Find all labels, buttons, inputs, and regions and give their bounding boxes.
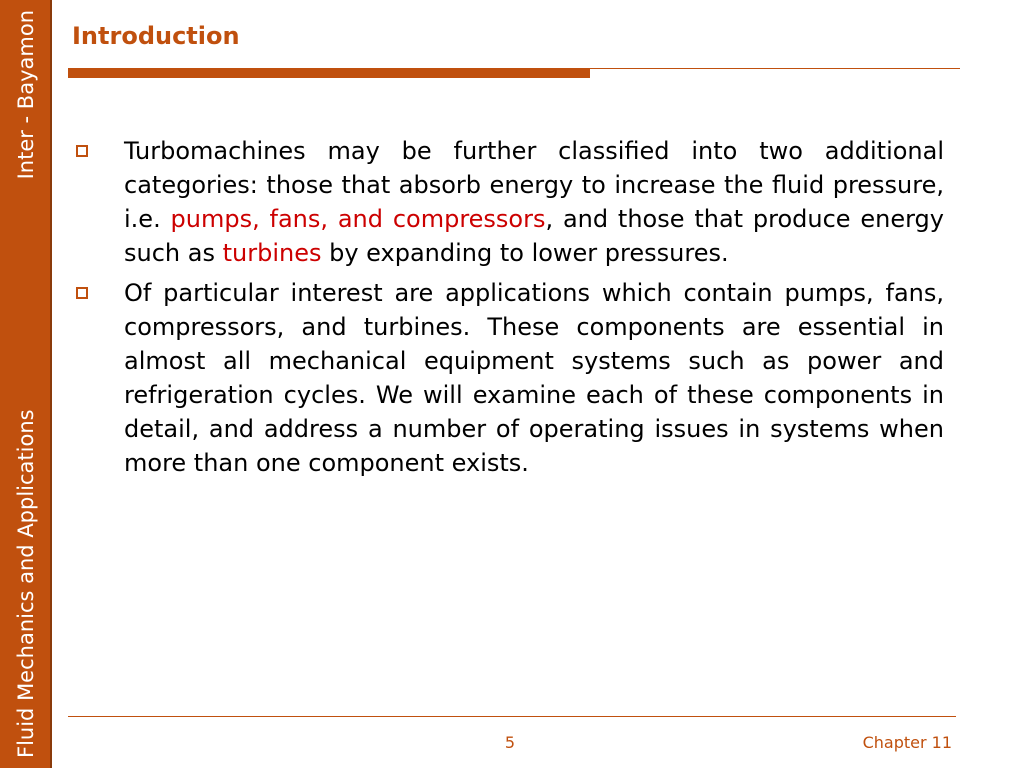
institution-name: Inter - Bayamon bbox=[14, 10, 38, 180]
square-bullet-icon bbox=[76, 145, 88, 157]
highlight-text: pumps, fans, and compressors bbox=[170, 205, 546, 233]
bullet-text: , and those that produce energy such as bbox=[124, 205, 944, 267]
sidebar-banner bbox=[0, 0, 52, 768]
footer-divider bbox=[68, 716, 956, 717]
title-underline-thin bbox=[590, 68, 960, 69]
bullet-text: Of particular interest are applications which contain pumps, fans, compressors, and turbines. These components are essential in almost all mechanical equipment systems such as power and refrigeration cycles. We will examine each of these components in detail, and address a number of operating issues in systems when more than one component exists. bbox=[124, 279, 944, 477]
sidebar-text bbox=[6, 0, 46, 768]
bullet-text: Turbomachines may be further classified into two additional categories: those that absorb energy to increase the fluid pressure, i.e. bbox=[124, 137, 944, 233]
page-number: 5 bbox=[504, 733, 516, 752]
bullet-item bbox=[72, 134, 944, 270]
slide-body bbox=[72, 134, 944, 486]
bullet-item bbox=[72, 276, 944, 480]
bullet-text: by expanding to lower pressures. bbox=[321, 239, 729, 267]
title-underline-thick bbox=[68, 68, 590, 78]
chapter-label: Chapter 11 bbox=[862, 733, 952, 752]
square-bullet-icon bbox=[76, 287, 88, 299]
slide-title: Introduction bbox=[72, 22, 240, 50]
course-title: Fluid Mechanics and Applications bbox=[14, 409, 38, 758]
highlight-text: turbines bbox=[222, 239, 322, 267]
